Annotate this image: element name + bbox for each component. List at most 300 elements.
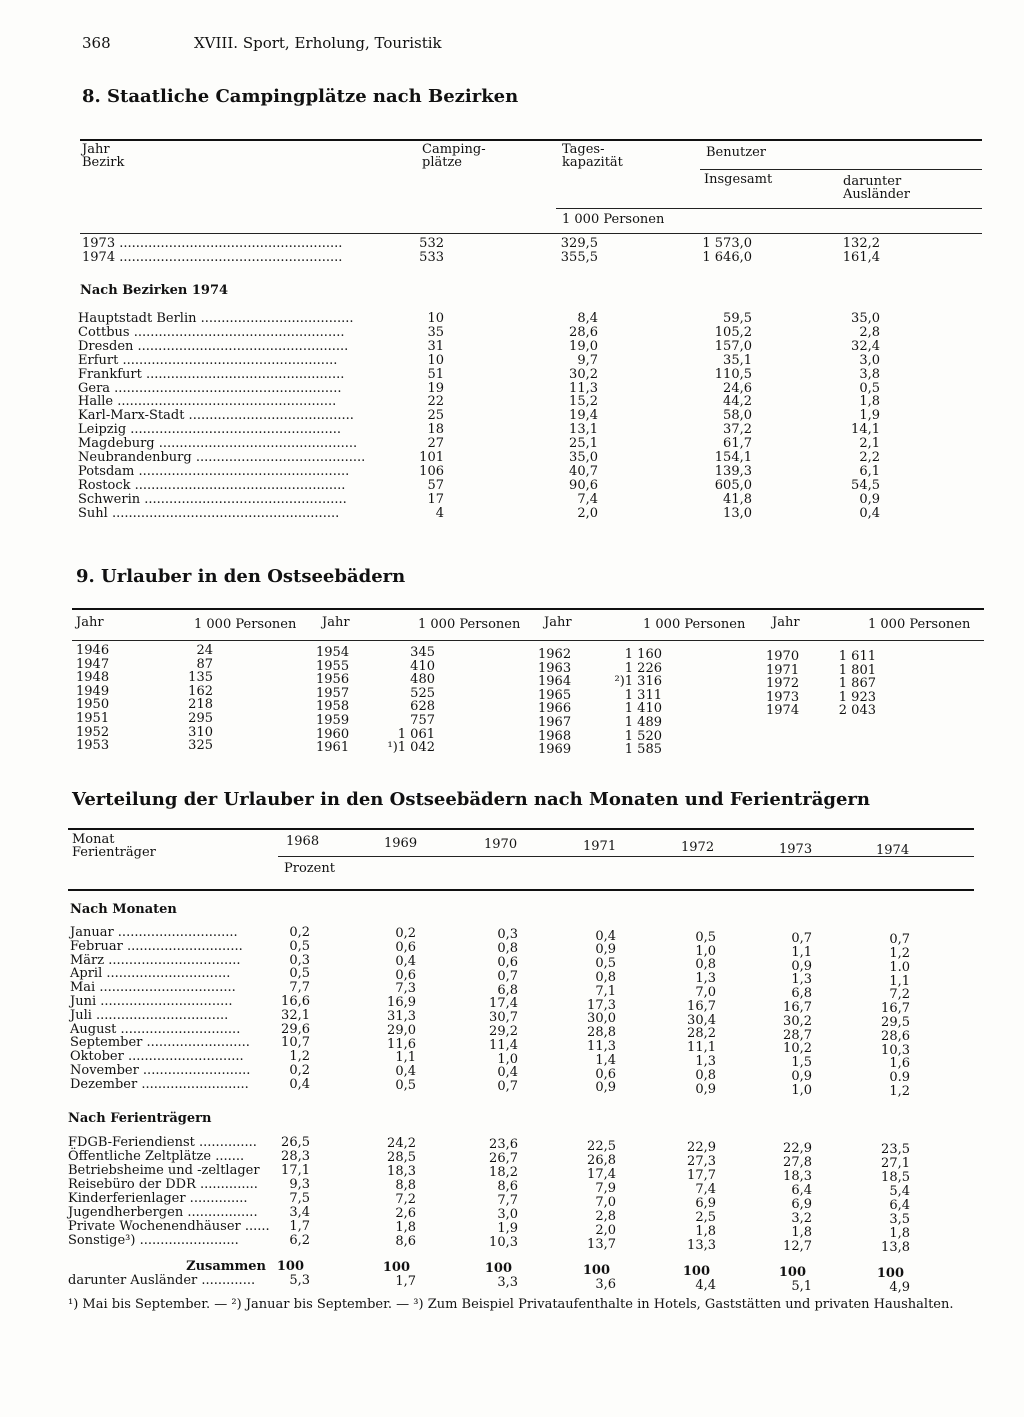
value: 0,7 <box>497 968 518 984</box>
year: 1964 <box>538 674 572 690</box>
persons: ²)1 316 <box>614 674 662 690</box>
value: 17,4 <box>587 1166 616 1182</box>
cell-k: 28,6 <box>569 324 598 340</box>
year-label: 1974 ...................................................... <box>82 250 343 265</box>
value: 17,4 <box>489 996 518 1012</box>
cell-c: 533 <box>419 250 444 265</box>
page-number: 368 <box>82 34 111 52</box>
value: 2,6 <box>395 1206 416 1222</box>
persons: 757 <box>410 713 435 728</box>
year: 1958 <box>316 699 350 715</box>
value: 0,9 <box>791 1069 812 1084</box>
value: 17,1 <box>281 1163 310 1178</box>
year: 1971 <box>766 662 800 678</box>
value: 30,4 <box>687 1012 716 1028</box>
cell-i: 1 573,0 <box>702 236 752 251</box>
zusammen-value: 100 <box>582 1262 610 1278</box>
head-jahr: Jahr <box>772 615 800 630</box>
traeger-label: Kinderferienlager .............. <box>68 1191 248 1206</box>
cell-a: 3,8 <box>859 366 880 382</box>
cell-a: 1,8 <box>859 394 880 410</box>
value: 24,2 <box>387 1136 416 1152</box>
head-auslaender: darunter Ausländer <box>843 174 910 202</box>
value: 32,1 <box>281 1007 310 1023</box>
value: 10,2 <box>783 1041 812 1057</box>
value: 3,4 <box>289 1205 310 1220</box>
year: 1963 <box>538 660 572 676</box>
value: 6,8 <box>791 986 812 1002</box>
value: 1,9 <box>497 1221 518 1237</box>
value: 0,9 <box>595 1080 616 1096</box>
year: 1974 <box>766 703 800 719</box>
year: 1961 <box>316 740 350 756</box>
cell-k: 30,2 <box>569 366 598 382</box>
cell-c: 106 <box>419 463 444 479</box>
value: 0,3 <box>497 927 518 943</box>
year: 1947 <box>76 656 110 672</box>
value: 0,8 <box>695 957 716 973</box>
persons: 135 <box>188 670 213 686</box>
value: 0,5 <box>289 938 310 954</box>
monate-subhead: Nach Monaten <box>70 902 177 917</box>
year: 1957 <box>316 685 350 701</box>
cell-i: 59,5 <box>723 311 752 326</box>
value: 0,2 <box>289 925 310 940</box>
value: 8,6 <box>497 1179 518 1195</box>
value: 28,3 <box>281 1149 310 1164</box>
cell-a: 0,5 <box>859 380 880 396</box>
value: 18,3 <box>783 1169 812 1184</box>
zusammen-label: Zusammen <box>186 1259 266 1274</box>
value: 6,4 <box>889 1198 910 1214</box>
value: 29,6 <box>281 1021 310 1037</box>
month-label: Oktober ............................ <box>70 1049 244 1065</box>
zusammen-value: 100 <box>876 1266 904 1282</box>
value: 7,7 <box>497 1193 518 1209</box>
year: 1951 <box>76 711 110 726</box>
value: 0,9 <box>595 942 616 958</box>
value: 10,3 <box>489 1235 518 1251</box>
value: 1,8 <box>791 1225 812 1240</box>
bezirk-row-label: Dresden ................................................... <box>78 338 349 354</box>
cell-i: 157,0 <box>714 338 752 354</box>
value: 1,0 <box>791 1082 812 1098</box>
head-insgesamt: Insgesamt <box>704 172 773 187</box>
value: 28,7 <box>783 1027 812 1043</box>
persons: 410 <box>410 658 435 674</box>
rule-year <box>278 856 974 857</box>
value: 5,4 <box>889 1184 910 1200</box>
cell-c: 57 <box>427 477 444 493</box>
bezirk-row-label: Halle ..................................................... <box>78 394 337 410</box>
persons: 2 043 <box>838 703 876 719</box>
month-label: Mai ................................. <box>70 980 236 996</box>
value: 1,2 <box>889 1084 910 1099</box>
value: 0.9 <box>889 1070 910 1086</box>
value: 0,4 <box>289 1076 310 1092</box>
value: 0,5 <box>695 929 716 945</box>
value: 6,4 <box>791 1183 812 1198</box>
cell-k: 40,7 <box>569 463 598 479</box>
head-campingplaetze: Camping- plätze <box>422 142 486 170</box>
value: 27,1 <box>881 1156 910 1172</box>
rule-head-bottom <box>80 233 982 234</box>
head-jahr: Jahr <box>322 615 350 630</box>
value: 17,7 <box>687 1167 716 1183</box>
value: 0,5 <box>289 966 310 982</box>
persons: 1 867 <box>838 676 876 692</box>
year: 1968 <box>538 728 572 744</box>
value: 29,0 <box>387 1022 416 1038</box>
head-monat: Monat Ferienträger <box>72 832 156 860</box>
persons: 1 585 <box>624 742 662 758</box>
value: 13,7 <box>587 1236 616 1252</box>
value: 0,6 <box>497 955 518 970</box>
head-prozent: Prozent <box>284 861 335 876</box>
value: 7,2 <box>889 987 910 1003</box>
value: 22,9 <box>687 1139 716 1155</box>
value: 7,3 <box>395 981 416 997</box>
value: 1,0 <box>695 943 716 959</box>
year: 1956 <box>316 672 350 688</box>
persons: 310 <box>188 724 213 740</box>
cell-c: 101 <box>419 450 444 465</box>
zusammen-value: 100 <box>276 1259 304 1274</box>
auslaender-value: 3,3 <box>497 1275 518 1291</box>
value: 23,6 <box>489 1137 518 1153</box>
value: 3,2 <box>791 1211 812 1226</box>
head-personen: 1 000 Personen <box>194 617 297 632</box>
value: 16,9 <box>387 995 416 1011</box>
month-label: Februar ............................ <box>70 938 243 954</box>
rule-benutzer <box>700 169 982 170</box>
value: 2,5 <box>695 1209 716 1225</box>
year: 1948 <box>76 670 110 686</box>
month-label: Dezember .......................... <box>70 1076 249 1092</box>
value: 0,7 <box>889 932 910 948</box>
month-label: März ................................ <box>70 952 241 968</box>
value: 6,9 <box>791 1197 812 1212</box>
value: 0,4 <box>395 1064 416 1080</box>
bezirk-row-label: Gera ....................................................... <box>78 380 342 396</box>
value: 1,4 <box>595 1052 616 1068</box>
month-label: Januar ............................. <box>70 925 238 940</box>
year: 1955 <box>316 658 350 674</box>
year: 1970 <box>766 649 800 664</box>
head-year: 1968 <box>286 834 320 849</box>
value: 0,8 <box>595 970 616 985</box>
value: 1,8 <box>395 1220 416 1236</box>
camping-title: 8. Staatliche Campingplätze nach Bezirken <box>82 86 519 107</box>
cell-c: 31 <box>427 338 444 354</box>
cell-i: 105,2 <box>714 324 752 340</box>
value: 29,5 <box>881 1015 910 1030</box>
traeger-subhead: Nach Ferienträgern <box>68 1111 212 1126</box>
persons: 1 611 <box>838 649 876 664</box>
cell-a: 2,2 <box>859 450 880 465</box>
cell-k: 13,1 <box>569 422 598 438</box>
head-personen: 1 000 Personen <box>868 617 971 632</box>
bezirk-row-label: Leipzig ................................................... <box>78 422 342 438</box>
rule-head <box>72 640 984 641</box>
footnote: ¹) Mai bis September. — ²) Januar bis September. — ³) Zum Beispiel Privataufenthalte in Hotels, Gaststätten und privaten Haushalten. <box>68 1297 954 1312</box>
year: 1950 <box>76 697 110 713</box>
value: 7,4 <box>695 1181 716 1197</box>
value: 1,1 <box>889 973 910 989</box>
value: 0,9 <box>791 958 812 974</box>
cell-i: 58,0 <box>723 408 752 424</box>
cell-k: 25,1 <box>569 436 598 452</box>
auslaender-label: darunter Ausländer ............. <box>68 1273 256 1288</box>
value: 7,0 <box>595 1194 616 1210</box>
year: 1969 <box>538 742 572 758</box>
value: 0,4 <box>395 953 416 969</box>
value: 16,7 <box>687 998 716 1014</box>
value: 2,8 <box>595 1208 616 1224</box>
value: 0,2 <box>395 926 416 942</box>
cell-a: 161,4 <box>842 250 880 265</box>
cell-i: 13,0 <box>723 505 752 521</box>
bezirk-row-label: Potsdam ................................................... <box>78 463 350 479</box>
rule-top <box>72 608 984 610</box>
value: 0,3 <box>289 952 310 968</box>
value: 28,5 <box>387 1150 416 1166</box>
cell-i: 44,2 <box>723 394 752 410</box>
cell-a: 132,2 <box>842 236 880 251</box>
month-label: Juli ................................ <box>70 1007 229 1023</box>
value: 0,7 <box>497 1079 518 1095</box>
value: 6,9 <box>695 1195 716 1211</box>
value: 1,3 <box>695 971 716 987</box>
cell-i: 605,0 <box>714 477 752 493</box>
bezirk-row-label: Hauptstadt Berlin ..................................... <box>78 311 354 326</box>
traeger-label: Betriebsheime und -zeltlager <box>68 1163 260 1178</box>
value: 12,7 <box>783 1239 812 1254</box>
value: 18,3 <box>387 1164 416 1180</box>
cell-c: 22 <box>427 394 444 410</box>
head-year: 1970 <box>484 837 518 852</box>
persons: 1 226 <box>624 660 662 676</box>
value: 28,2 <box>687 1026 716 1042</box>
value: 0,4 <box>497 1065 518 1081</box>
cell-c: 27 <box>427 436 444 452</box>
cell-i: 1 646,0 <box>702 250 752 265</box>
value: 11,6 <box>387 1036 416 1052</box>
value: 3,5 <box>889 1212 910 1228</box>
auslaender-value: 5,3 <box>289 1273 310 1288</box>
cell-i: 24,6 <box>723 380 752 396</box>
cell-c: 51 <box>427 366 444 382</box>
value: 0,5 <box>395 1078 416 1093</box>
value: 30,0 <box>587 1011 616 1027</box>
bezirk-row-label: Neubrandenburg ......................................... <box>78 450 366 465</box>
cell-k: 90,6 <box>569 477 598 493</box>
cell-a: 2,8 <box>859 324 880 340</box>
head-year: 1971 <box>583 838 617 854</box>
persons: 295 <box>188 711 213 726</box>
rule-mid <box>556 208 982 209</box>
cell-i: 35,1 <box>723 352 752 368</box>
cell-k: 19,0 <box>569 338 598 354</box>
value: 28,8 <box>587 1025 616 1041</box>
cell-k: 15,2 <box>569 394 598 410</box>
auslaender-value: 5,1 <box>791 1279 812 1294</box>
value: 1,8 <box>695 1223 716 1239</box>
year-label: 1973 ...................................................... <box>82 236 343 251</box>
head-tageskapazitaet: Tages- kapazität <box>562 142 623 170</box>
auslaender-value: 4,9 <box>889 1280 910 1296</box>
cell-i: 41,8 <box>723 491 752 507</box>
traeger-label: Private Wochenendhäuser ...... <box>68 1219 270 1234</box>
persons: 345 <box>410 645 435 660</box>
value: 1,6 <box>889 1056 910 1072</box>
month-label: April .............................. <box>70 966 231 982</box>
bezirk-row-label: Frankfurt ................................................ <box>78 366 345 382</box>
value: 0,9 <box>695 1081 716 1097</box>
cell-a: 6,1 <box>859 463 880 479</box>
value: 0,5 <box>595 956 616 972</box>
value: 27,3 <box>687 1153 716 1169</box>
head-personen: 1 000 Personen <box>418 617 521 632</box>
zusammen-value: 100 <box>778 1265 806 1280</box>
chapter-title: XVIII. Sport, Erholung, Touristik <box>194 34 442 52</box>
value: 9,3 <box>289 1177 310 1192</box>
persons: 525 <box>410 685 435 701</box>
value: 7,1 <box>595 983 616 999</box>
zusammen-value: 100 <box>484 1261 512 1277</box>
value: 16,7 <box>881 1001 910 1017</box>
value: 30,7 <box>489 1010 518 1026</box>
year: 1960 <box>316 726 350 742</box>
value: 7,0 <box>695 985 716 1000</box>
value: 11,1 <box>687 1040 716 1056</box>
value: 3,0 <box>497 1207 518 1223</box>
traeger-label: FDGB-Feriendienst .............. <box>68 1135 257 1150</box>
cell-c: 10 <box>427 352 444 368</box>
value: 16,6 <box>281 994 310 1009</box>
rule-top <box>80 139 982 141</box>
cell-a: 54,5 <box>851 477 880 493</box>
cell-a: 0,4 <box>859 505 880 521</box>
head-jahr-bezirk: Jahr Bezirk <box>82 142 125 170</box>
cell-a: 1,9 <box>859 408 880 424</box>
head-jahr: Jahr <box>544 615 572 630</box>
cell-i: 139,3 <box>714 463 752 479</box>
persons: 480 <box>410 672 435 688</box>
value: 29,2 <box>489 1024 518 1039</box>
cell-c: 35 <box>427 324 444 340</box>
month-label: August ............................. <box>70 1021 241 1037</box>
cell-k: 8,4 <box>577 311 598 326</box>
year: 1967 <box>538 715 572 730</box>
value: 1,5 <box>791 1055 812 1071</box>
value: 0,4 <box>595 928 616 944</box>
persons: 24 <box>196 643 213 658</box>
head-unit: 1 000 Personen <box>562 212 665 227</box>
value: 10,3 <box>881 1042 910 1058</box>
cell-k: 355,5 <box>560 250 598 265</box>
value: 1,3 <box>695 1054 716 1069</box>
head-year: 1974 <box>876 843 910 858</box>
value: 0,6 <box>395 967 416 983</box>
value: 1,1 <box>791 944 812 960</box>
value: 0,6 <box>595 1066 616 1082</box>
head-year: 1973 <box>779 841 813 857</box>
bezirk-row-label: Schwerin ................................................. <box>78 491 347 507</box>
value: 26,5 <box>281 1135 310 1150</box>
value: 1,1 <box>395 1050 416 1066</box>
head-year: 1972 <box>681 840 715 855</box>
value: 26,7 <box>489 1151 518 1167</box>
year: 1952 <box>76 724 110 740</box>
value: 6,2 <box>289 1233 310 1248</box>
year: 1946 <box>76 643 110 658</box>
value: 28,6 <box>881 1028 910 1044</box>
cell-i: 37,2 <box>723 422 752 438</box>
year: 1954 <box>316 645 350 660</box>
value: 13,8 <box>881 1240 910 1256</box>
cell-k: 19,4 <box>569 408 598 424</box>
value: 10,7 <box>281 1035 310 1051</box>
value: 0,6 <box>395 940 416 955</box>
year: 1959 <box>316 713 350 728</box>
value: 1,7 <box>289 1219 310 1234</box>
cell-c: 17 <box>427 491 444 507</box>
value: 0,8 <box>695 1067 716 1083</box>
month-label: Juni ................................ <box>70 994 233 1009</box>
value: 0,8 <box>497 941 518 957</box>
bezirk-row-label: Rostock ................................................... <box>78 477 346 493</box>
value: 23,5 <box>881 1142 910 1158</box>
persons: 1 489 <box>624 715 662 730</box>
value: 6,8 <box>497 982 518 998</box>
head-benutzer: Benutzer <box>706 145 766 160</box>
cell-c: 4 <box>435 505 444 521</box>
value: 27,8 <box>783 1155 812 1170</box>
value: 1,3 <box>791 972 812 988</box>
persons: 628 <box>410 699 435 715</box>
persons: 1 410 <box>624 701 662 717</box>
year: 1953 <box>76 738 110 754</box>
persons: 325 <box>188 738 213 754</box>
value: 0,2 <box>289 1063 310 1078</box>
bezirk-row-label: Suhl ....................................................... <box>78 505 340 521</box>
cell-a: 2,1 <box>859 436 880 452</box>
persons: 1 061 <box>397 726 435 742</box>
year: 1972 <box>766 676 800 692</box>
bezirk-row-label: Magdeburg ................................................ <box>78 436 358 452</box>
cell-k: 35,0 <box>569 450 598 465</box>
value: 13,3 <box>687 1237 716 1253</box>
value: 8,6 <box>395 1234 416 1250</box>
rule-top <box>68 828 974 830</box>
month-label: November .......................... <box>70 1063 251 1078</box>
cell-a: 35,0 <box>851 311 880 326</box>
persons: 1 520 <box>624 728 662 744</box>
year: 1973 <box>766 689 800 705</box>
head-jahr: Jahr <box>76 615 104 630</box>
head-year: 1969 <box>384 835 418 851</box>
cell-k: 2,0 <box>577 505 598 521</box>
value: 8,8 <box>395 1178 416 1194</box>
bezirk-row-label: Karl-Marx-Stadt ........................................ <box>78 408 354 424</box>
value: 31,3 <box>387 1009 416 1024</box>
value: 7,9 <box>595 1180 616 1196</box>
zusammen-value: 100 <box>382 1260 410 1276</box>
value: 17,3 <box>587 997 616 1013</box>
cell-a: 0,9 <box>859 491 880 507</box>
cell-c: 18 <box>427 422 444 438</box>
